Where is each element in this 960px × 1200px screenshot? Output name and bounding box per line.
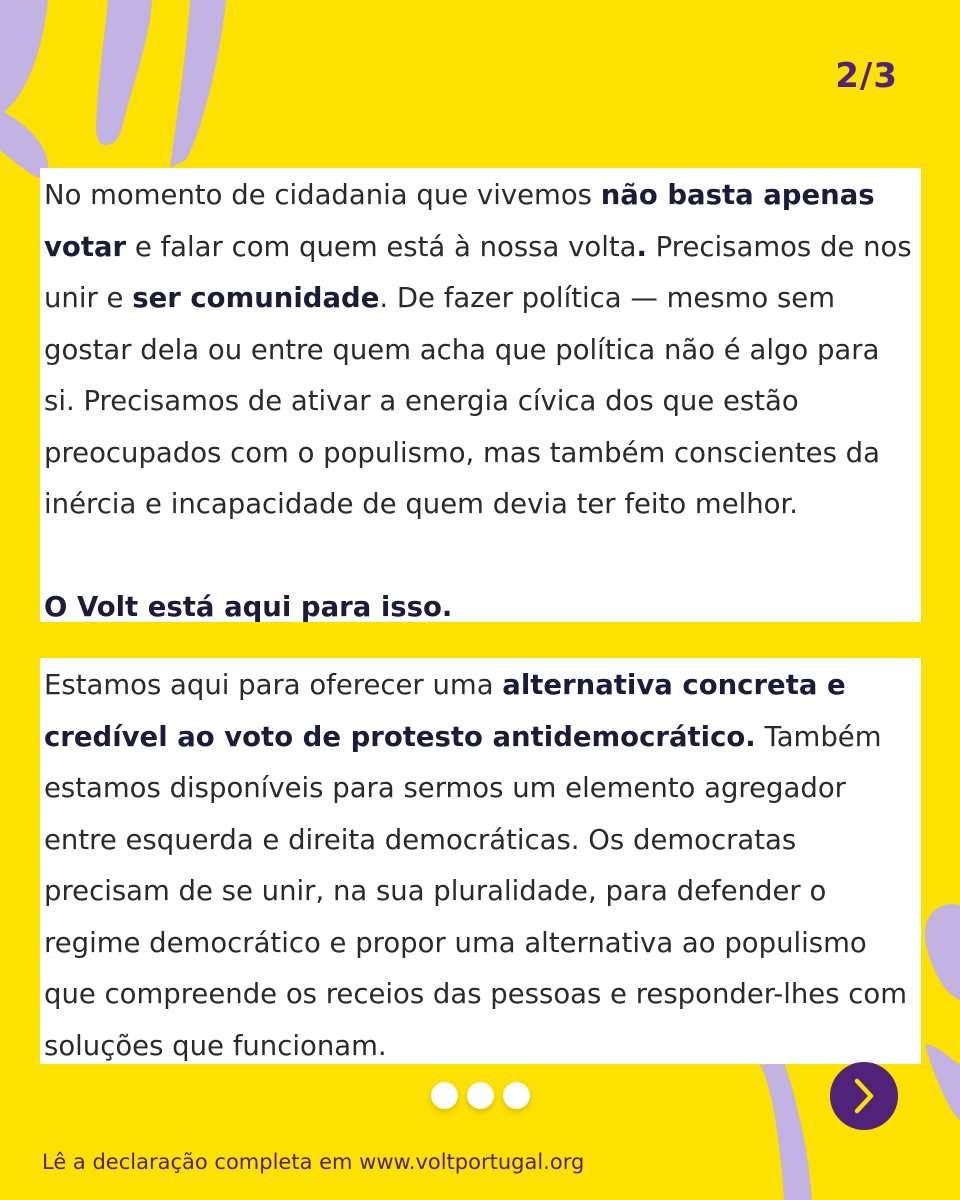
text-block-2	[40, 658, 921, 1064]
pagination-dot[interactable]	[431, 1082, 458, 1109]
blank-line	[44, 531, 917, 583]
page-indicator: 2/3	[835, 56, 898, 96]
paragraph: No momento de cidadania que vivemos não basta apenas votar e falar com quem está à nossa volta. Precisamos de nos unir e ser comunidade. De fazer política — mesmo sem gostar dela ou entre quem acha que política não é algo para si. Precisamos de ativar a energia cívica dos que estão preocupados com o populismo, mas também conscientes da inércia e incapacidade de quem devia ter feito melhor.	[44, 179, 912, 520]
pagination-dot[interactable]	[503, 1082, 530, 1109]
pagination-dot[interactable]	[467, 1082, 494, 1109]
footer-link-text[interactable]: Lê a declaração completa em www.voltportugal.org	[42, 1150, 585, 1174]
pagination-dots	[431, 1082, 530, 1109]
text-block-1	[40, 168, 921, 622]
paragraph-emphasis: O Volt está aqui para isso.	[44, 591, 453, 623]
next-slide-button[interactable]	[830, 1062, 898, 1130]
paragraph: Estamos aqui para oferecer uma alternativa concreta e credível ao voto de protesto antidemocrático. Também estamos disponíveis para sermos um elemento agregador entre esquerda e direita democráticas. Os democratas precisam de se unir, na sua pluralidade, para defender o regime democrático e propor uma alternativa ao populismo que compreende os receios das pessoas e responder-lhes com soluções que funcionam.	[44, 669, 908, 1062]
chevron-right-icon	[849, 1076, 879, 1116]
